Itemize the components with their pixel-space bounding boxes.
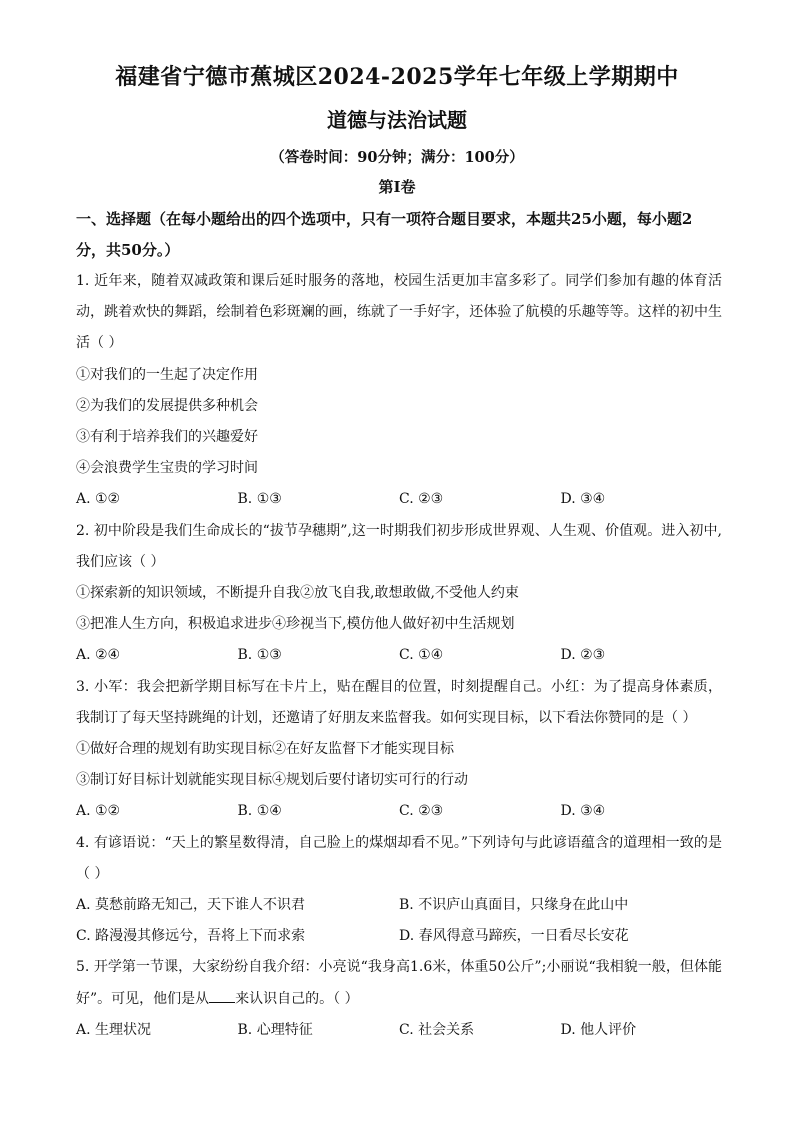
- statement-item: ②为我们的发展提供多种机会: [76, 397, 258, 414]
- option-d: D. ③④: [560, 491, 606, 508]
- question-5: [76, 952, 722, 1046]
- fill-blank: [209, 988, 235, 1003]
- statement-item: ③有利于培养我们的兴趣爱好: [76, 429, 258, 446]
- option-b: B. 心理特征: [237, 1021, 313, 1038]
- question-stem: [76, 952, 722, 1014]
- statement-item: ③把准人生方向，积极追求进步④珍视当下,模仿他人做好初中生活规划: [76, 616, 515, 633]
- question-stem: 2. 初中阶段是我们生命成长的“拔节孕穗期”,这一时期我们初步形成世界观、人生观、价值观。进入初中,我们应该（ ）: [76, 522, 722, 570]
- statement-item: ④会浪费学生宝贵的学习时间: [76, 460, 258, 477]
- option-a: A. ②④: [76, 647, 121, 664]
- question-2: [76, 516, 722, 672]
- statement-item: ③制订好目标计划就能实现目标④规划后要付诸切实可行的行动: [76, 772, 468, 789]
- statement-item: ①做好合理的规划有助实现目标②在好友监督下才能实现目标: [76, 741, 454, 758]
- answer-options: [76, 921, 722, 952]
- option-c: C. ①④: [399, 647, 444, 664]
- question-stem: 4. 有谚语说：“天上的繁星数得清，自己脸上的煤烟却看不见。”下列诗句与此谚语蕴含的道理相一致的是（ ）: [76, 834, 722, 882]
- option-c: C. 路漫漫其修远兮，吾将上下而求索: [76, 928, 306, 945]
- option-b: B. ①④: [237, 803, 282, 820]
- option-a: A. ①②: [76, 803, 121, 820]
- question-1: [76, 266, 722, 516]
- option-a: A. 莫愁前路无知己，天下谁人不识君: [76, 897, 306, 914]
- question-stem: 1. 近年来，随着双减政策和课后延时服务的落地，校园生活更加丰富多彩了。同学们参加有趣的体育活动，跳着欢快的舞蹈，绘制着色彩斑斓的画，练就了一手好字，还体验了航模的乐趣等等。这样的初中生活（ ）: [76, 273, 722, 352]
- option-d: D. ②③: [560, 647, 606, 664]
- option-d: D. 春风得意马蹄疾，一日看尽长安花: [399, 928, 629, 945]
- statement-item: ①探索新的知识领域，不断提升自我②放飞自我,敢想敢做,不受他人约束: [76, 585, 519, 602]
- option-b: B. ①③: [237, 647, 282, 664]
- option-c: C. 社会关系: [399, 1021, 475, 1038]
- question-stem: 3. 小军：我会把新学期目标写在卡片上，贴在醒目的位置，时刻提醒自己。小红：为了提高身体素质，我制订了每天坚持跳绳的计划，还邀请了好朋友来监督我。如何实现目标，以下看法你赞同的是（ ）: [76, 678, 722, 726]
- subject-title: 道德与法治试题: [327, 108, 467, 132]
- answer-options: [76, 890, 722, 921]
- option-a: A. ①②: [76, 491, 121, 508]
- question-3: [76, 672, 722, 828]
- statement-item: ①对我们的一生起了决定作用: [76, 366, 258, 383]
- stem-text: 来认识自己的。（ ）: [235, 990, 359, 1007]
- section-heading: 一、选择题（在每小题给出的四个选项中，只有一项符合题目要求，本题共25小题，每小题2分，共50分。）: [76, 210, 693, 259]
- stem-text: 5. 开学第一节课，大家纷纷自我介绍：小亮说“我身高1.6米，体重50公斤”;小丽说“我相貌一般，但体能好”。可见，他们是从: [76, 959, 722, 1007]
- option-b: B. 不识庐山真面目，只缘身在此山中: [399, 897, 629, 914]
- answer-options: [76, 1015, 722, 1046]
- answer-options: [76, 484, 722, 515]
- option-c: C. ②③: [399, 803, 444, 820]
- option-b: B. ①③: [237, 491, 282, 508]
- volume-label: 第Ⅰ卷: [378, 178, 416, 196]
- option-d: D. ③④: [560, 803, 606, 820]
- question-4: [76, 828, 722, 953]
- exam-title: 福建省宁德市蕉城区2024-2025学年七年级上学期期中: [115, 64, 679, 90]
- option-d: D. 他人评价: [560, 1021, 637, 1038]
- answer-options: [76, 796, 722, 827]
- option-c: C. ②③: [399, 491, 444, 508]
- exam-info: （答卷时间：90分钟；满分：100分）: [270, 149, 524, 166]
- exam-body: [76, 204, 722, 1046]
- answer-options: [76, 640, 722, 671]
- option-a: A. 生理状况: [76, 1021, 152, 1038]
